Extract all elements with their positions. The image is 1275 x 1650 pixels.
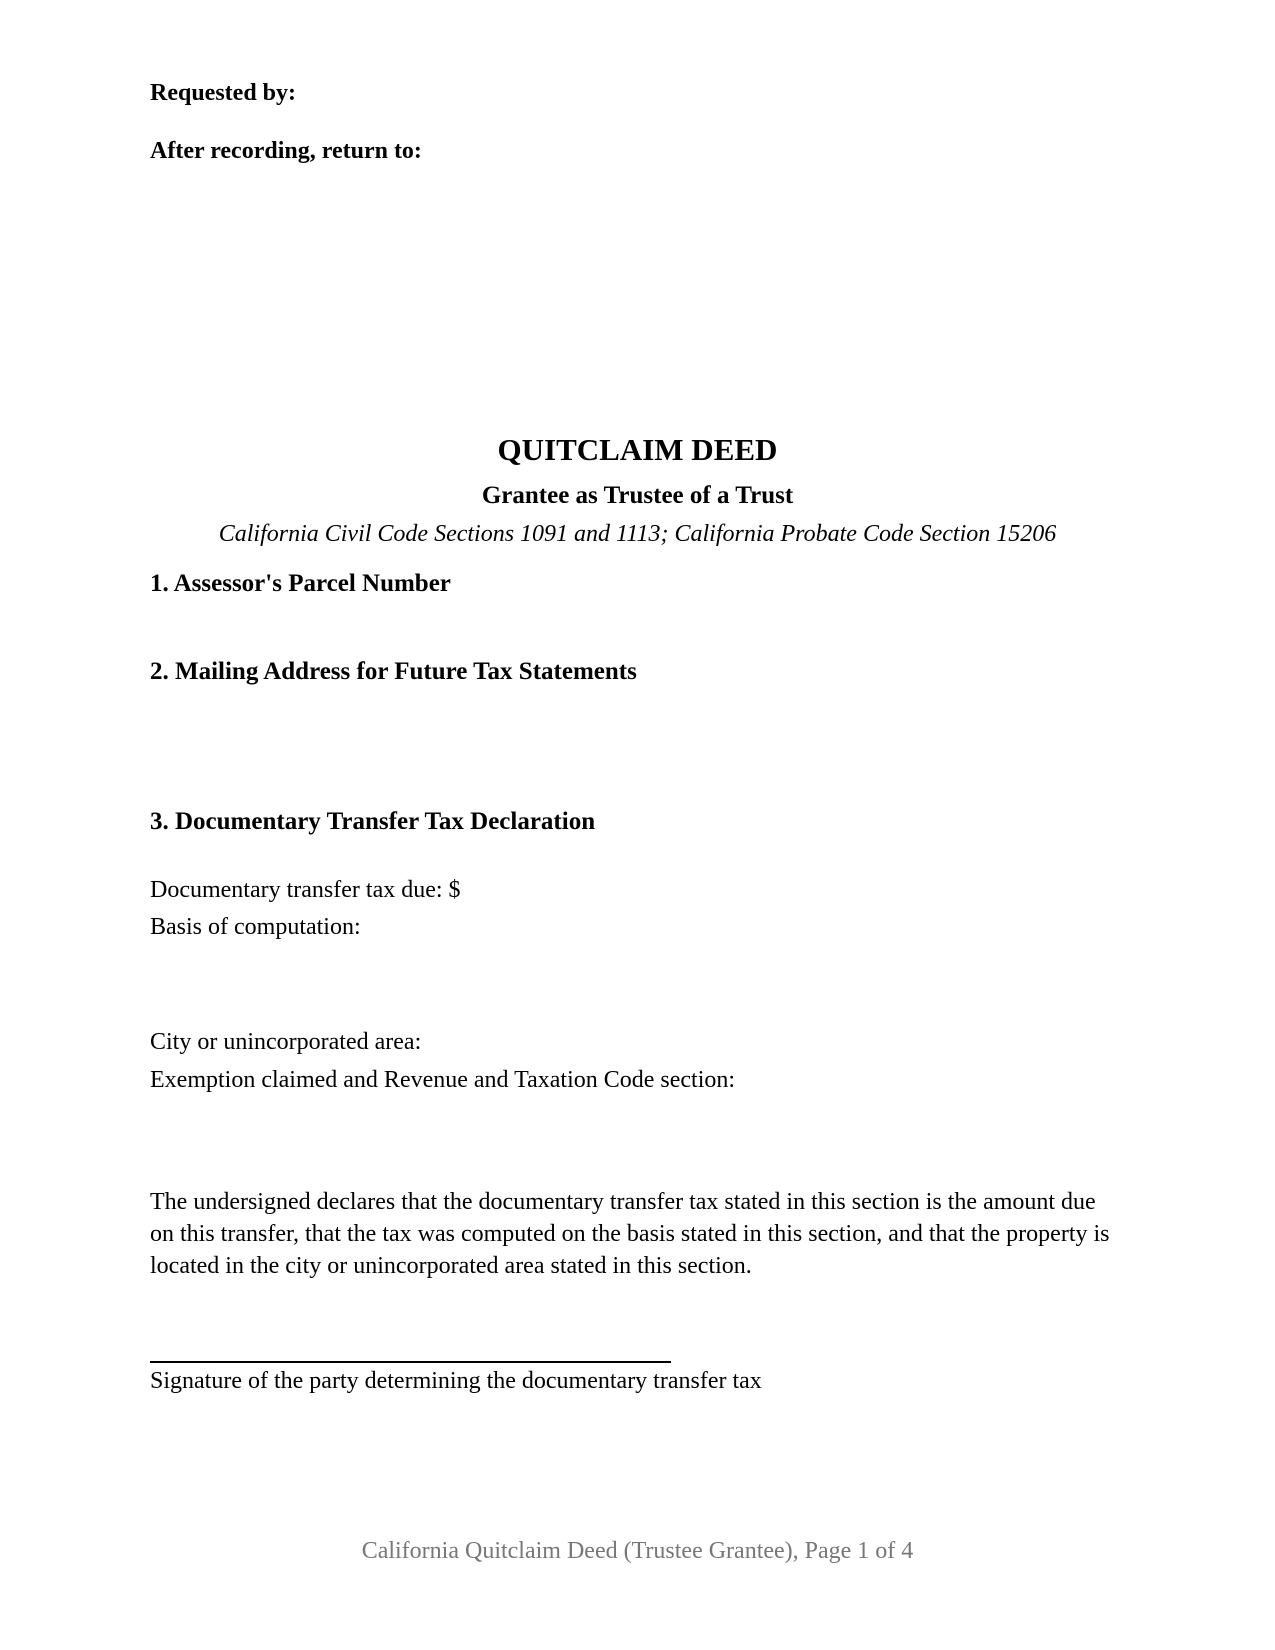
document-subtitle: Grantee as Trustee of a Trust [481,482,794,509]
basis-of-computation-field: Basis of computation: [150,914,361,940]
exemption-field: Exemption claimed and Revenue and Taxation Code section: [150,1067,736,1093]
signature-caption: Signature of the party determining the documentary transfer tax [150,1368,762,1394]
transfer-tax-due-field: Documentary transfer tax due: $ [150,877,461,903]
section-transfer-tax-declaration: 3. Documentary Transfer Tax Declaration [150,808,596,835]
return-to-label: After recording, return to: [150,138,422,164]
page-footer: California Quitclaim Deed (Trustee Grantee), Page 1 of 4 [361,1538,914,1564]
section-mailing-address: 2. Mailing Address for Future Tax Statements [150,658,637,685]
legal-citation: California Civil Code Sections 1091 and 1113; California Probate Code Section 15206 [218,521,1057,547]
signature-line [150,1361,671,1363]
section-assessor-parcel-number: 1. Assessor's Parcel Number [150,570,451,597]
city-area-field: City or unincorporated area: [150,1029,422,1055]
document-title: QUITCLAIM DEED [497,432,778,467]
requested-by-label: Requested by: [150,80,297,106]
declaration-paragraph: The undersigned declares that the documentary transfer tax stated in this section is the amount due on this transfer, that the tax was computed on the basis stated in this section, and that the property is located in the city or unincorporated area stated in this section. [150,1189,1110,1279]
